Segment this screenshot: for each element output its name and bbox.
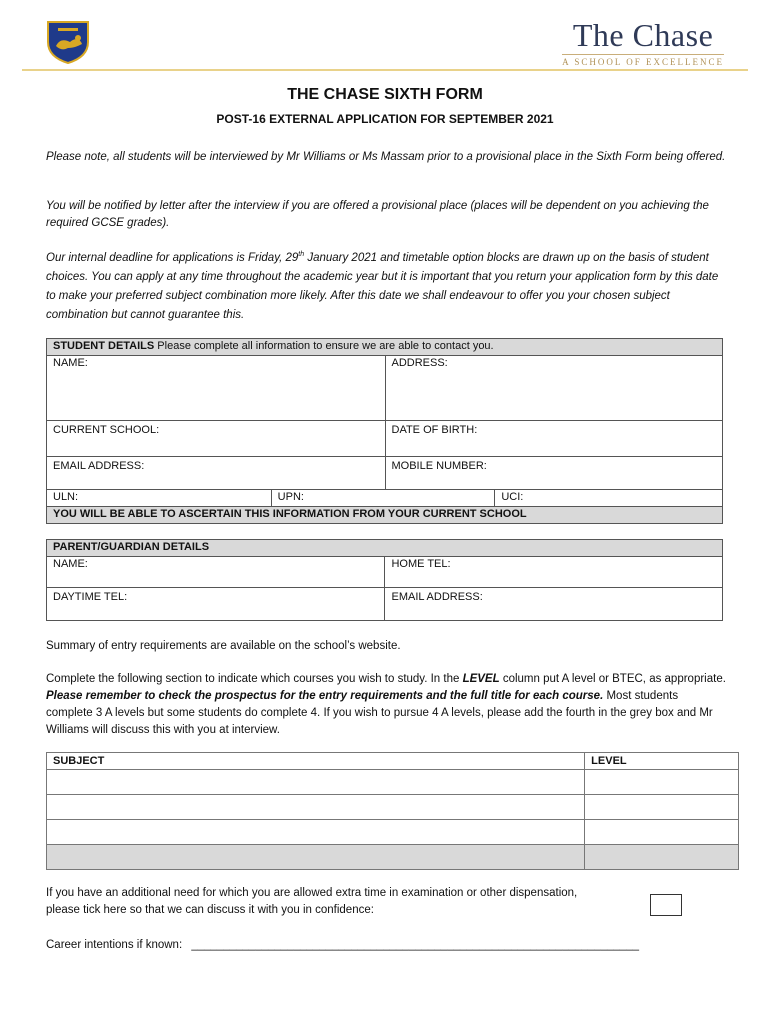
date-of-birth-field[interactable] <box>385 421 723 457</box>
summary-note: Summary of entry requirements are available on the school’s website. <box>46 640 401 652</box>
student-footer-note: YOU WILL BE ABLE TO ASCERTAIN THIS INFORMATION FROM YOUR CURRENT SCHOOL <box>47 507 723 524</box>
additional-need-checkbox[interactable] <box>650 894 682 916</box>
instructions-level-word: LEVEL <box>462 673 500 685</box>
intro-paragraph-3 <box>46 245 726 325</box>
uci-field[interactable] <box>495 490 723 507</box>
parent-details-header <box>47 540 723 557</box>
parent-name-field[interactable] <box>47 557 385 588</box>
intro-p3-sup: th <box>298 251 305 258</box>
field-label: ULN: <box>53 491 79 503</box>
parent-email-field[interactable] <box>385 588 723 621</box>
table-row <box>47 795 739 820</box>
school-logo <box>562 18 724 67</box>
field-label: NAME: <box>53 357 88 369</box>
subject-cell-2[interactable] <box>47 795 585 820</box>
instructions-emphasis: Please remember to check the prospectus for the entry requirements and the full title for each course. <box>46 690 604 702</box>
page-subtitle: POST-16 EXTERNAL APPLICATION FOR SEPTEMBER 2021 <box>216 112 554 126</box>
instructions-text-c: Most students complete 3 A levels but some students do complete 4. If you wish to pursue 4 A levels, please add the fourth in the grey box and Mr Williams will discuss this with you at interview. <box>46 690 713 736</box>
field-label: UCI: <box>501 491 524 503</box>
intro-paragraph-2: You will be notified by letter after the interview if you are offered a provisional place (places will be dependent on you achieving the required GCSE grades). <box>46 200 709 229</box>
student-address-field[interactable] <box>385 356 723 421</box>
level-column-header: LEVEL <box>585 753 739 770</box>
table-row <box>47 557 723 588</box>
student-details-footer <box>47 507 723 524</box>
table-row <box>47 820 739 845</box>
level-cell-1[interactable] <box>585 770 739 795</box>
field-label: NAME: <box>53 558 88 570</box>
intro-p3-start: Our internal deadline for applications is Friday, 29 <box>46 251 299 264</box>
instructions-text-a: Complete the following section to indicate which courses you wish to study. In the <box>46 673 463 685</box>
parent-details-heading: PARENT/GUARDIAN DETAILS <box>47 540 723 557</box>
student-details-note: Please complete all information to ensure we are able to contact you. <box>154 340 494 352</box>
career-input-line[interactable]: ______________________________________________________________________ <box>191 939 640 951</box>
student-details-header <box>47 339 723 356</box>
instructions-text-b: column put A level or BTEC, as appropriate. <box>499 673 726 685</box>
page-title: THE CHASE SIXTH FORM <box>287 86 483 103</box>
field-label: HOME TEL: <box>391 558 451 570</box>
field-label: UPN: <box>277 491 304 503</box>
table-row <box>47 356 723 421</box>
intro-paragraph-1: Please note, all students will be interviewed by Mr Williams or Ms Massam prior to a provisional place in the Sixth Form being offered. <box>46 151 726 163</box>
career-intentions <box>46 937 726 954</box>
field-label: DAYTIME TEL: <box>53 591 128 603</box>
logo-name: The Chase <box>572 17 714 53</box>
logo-tagline: A SCHOOL OF EXCELLENCE <box>562 54 724 67</box>
field-label: EMAIL ADDRESS: <box>391 591 483 603</box>
subject-cell-3[interactable] <box>47 820 585 845</box>
school-crest-icon <box>44 20 92 64</box>
additional-need-text: If you have an additional need for which you are allowed extra time in examination or other dispensation, please tick here so that we can discuss it with you in confidence: <box>46 887 578 916</box>
level-cell-3[interactable] <box>585 820 739 845</box>
table-row <box>47 845 739 870</box>
current-school-field[interactable] <box>47 421 386 457</box>
student-details-table <box>46 338 723 524</box>
field-label: EMAIL ADDRESS: <box>53 460 145 472</box>
field-label: MOBILE NUMBER: <box>391 460 487 472</box>
upn-field[interactable] <box>271 490 495 507</box>
course-instructions <box>46 671 726 739</box>
intro-p3-end: January 2021 and timetable option blocks are drawn up on the basis of student choices. You can apply at any time throughout the academic year but it is important that you return your application form by this date to make your preferred subject combination more likely. After this date we shall endeavour to offer you your chosen subject combination but cannot guarantee this. <box>46 251 719 321</box>
subjects-table-header <box>47 753 739 770</box>
level-cell-2[interactable] <box>585 795 739 820</box>
table-row <box>47 770 739 795</box>
level-cell-4[interactable] <box>585 845 739 870</box>
table-row <box>47 490 723 507</box>
header-divider <box>22 69 748 71</box>
field-label: DATE OF BIRTH: <box>391 424 478 436</box>
field-label: ADDRESS: <box>391 357 448 369</box>
daytime-tel-field[interactable] <box>47 588 385 621</box>
subject-cell-1[interactable] <box>47 770 585 795</box>
mobile-number-field[interactable] <box>385 457 723 490</box>
parent-details-table <box>46 539 723 621</box>
field-label: CURRENT SCHOOL: <box>53 424 160 436</box>
subjects-table <box>46 752 739 870</box>
uln-field[interactable] <box>47 490 272 507</box>
subject-cell-4[interactable] <box>47 845 585 870</box>
table-row <box>47 588 723 621</box>
home-tel-field[interactable] <box>385 557 723 588</box>
student-name-field[interactable] <box>47 356 386 421</box>
career-label: Career intentions if known: <box>46 939 183 951</box>
student-email-field[interactable] <box>47 457 386 490</box>
table-row <box>47 421 723 457</box>
table-row <box>47 457 723 490</box>
student-details-heading: STUDENT DETAILS <box>53 340 155 352</box>
subject-column-header: SUBJECT <box>47 753 585 770</box>
